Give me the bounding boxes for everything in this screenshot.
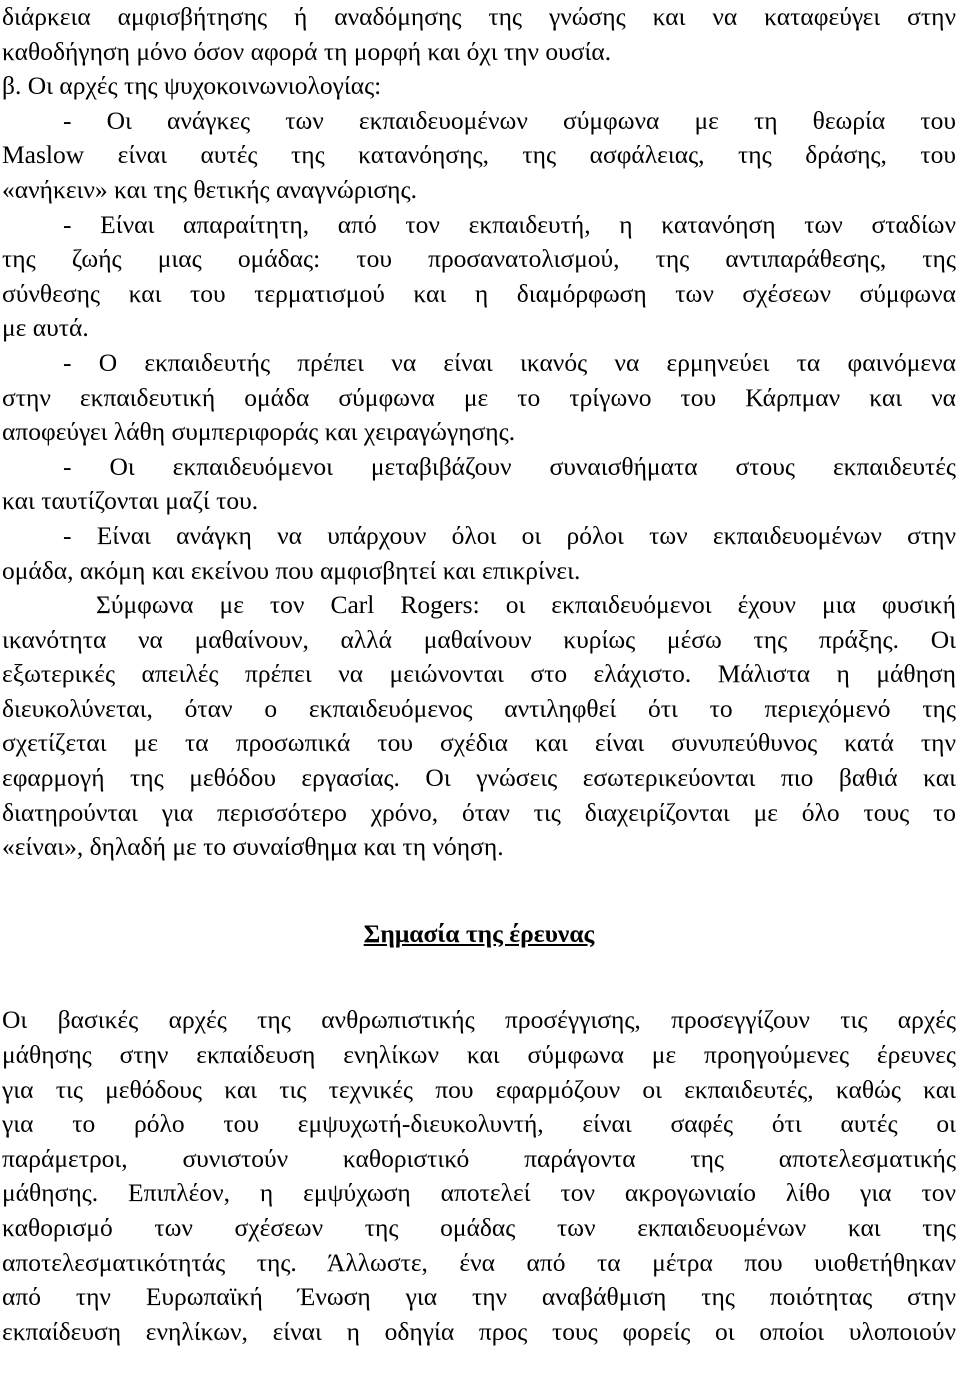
text-line: διατηρούνται για περισσότερο χρόνο, όταν τις διαχειρίζονται με όλο τους το	[2, 797, 956, 827]
text-line: Σύμφωνα με τον Carl Rogers: οι εκπαιδευόμενοι έχουν μια φυσική	[96, 590, 956, 620]
text-line: για το ρόλο του εμψυχωτή-διευκολυντή, είναι σαφές ότι αυτές οι	[2, 1109, 956, 1139]
spacer	[2, 951, 956, 1003]
text-line: εφαρμογή της μεθόδου εργασίας. Οι γνώσεις εσωτερικεύονται πιο βαθιά και	[2, 763, 956, 793]
text-line: καθορισμό των σχέσεων της ομάδας των εκπαιδευομένων και της	[2, 1213, 956, 1242]
text-line: για τις μεθόδους και τις τεχνικές που εφαρμόζουν οι εκπαιδευτές, καθώς και	[2, 1074, 956, 1104]
text-line: - Οι ανάγκες των εκπαιδευομένων σύμφωνα με τη θεωρία του	[63, 105, 956, 135]
text-line: «ανήκειν» και της θετικής αναγνώρισης.	[2, 174, 417, 204]
text-line: - Ο εκπαιδευτής πρέπει να είναι ικανός να ερμηνεύει τα φαινόμενα	[63, 347, 956, 377]
text-line: της ζωής μιας ομάδας: του προσανατολισμού, της αντιπαράθεσης, της	[2, 244, 956, 274]
text-line: β. Οι αρχές της ψυχοκοινωνιολογίας:	[2, 71, 382, 101]
text-line: ομάδα, ακόμη και εκείνου που αμφισβητεί και επικρίνει.	[2, 555, 581, 585]
text-line: μάθησης στην εκπαίδευση ενηλίκων και σύμφωνα με προηγούμενες έρευνες	[2, 1040, 956, 1070]
text-line: από την Ευρωπαϊκή Ένωση για την αναβάθμιση της ποιότητας στην	[2, 1282, 956, 1312]
text-line: «είναι», δηλαδή με το συναίσθημα και τη νόηση.	[2, 832, 504, 862]
text-line: σύνθεσης και του τερματισμού και η διαμόρφωση των σχέσεων σύμφωνα	[2, 278, 956, 308]
text-line: εξωτερικές απειλές πρέπει να μειώνονται στο ελάχιστο. Μάλιστα η μάθηση	[2, 659, 956, 689]
text-line: διάρκεια αμφισβήτησης ή αναδόμησης της γνώσης και να καταφεύγει στην	[2, 2, 956, 31]
text-line: Οι βασικές αρχές της ανθρωπιστικής προσέγγισης, προσεγγίζουν τις αρχές	[2, 1005, 956, 1035]
text-line: Maslow είναι αυτές της κατανόησης, της ασφάλειας, της δράσης, του	[2, 140, 956, 170]
text-line: - Είναι απαραίτητη, από τον εκπαιδευτή, η κατανόηση των σταδίων	[63, 209, 956, 239]
body-text-block-2	[2, 1003, 956, 1349]
text-line: διευκολύνεται, όταν ο εκπαιδευόμενος αντιληφθεί ότι το περιεχόμενό της	[2, 693, 956, 723]
spacer	[2, 865, 956, 917]
text-line: παράμετροι, συνιστούν καθοριστικό παράγοντα της αποτελεσματικής	[2, 1143, 956, 1173]
text-line: μάθησης. Επιπλέον, η εμψύχωση αποτελεί τον ακρογωνιαίο λίθο για τον	[2, 1178, 956, 1208]
document-page	[2, 0, 956, 1349]
text-line: - Οι εκπαιδευόμενοι μεταβιβάζουν συναισθήματα στους εκπαιδευτές	[63, 451, 956, 481]
text-line: καθοδήγηση μόνο όσον αφορά τη μορφή και όχι την ουσία.	[2, 36, 612, 66]
text-line: ικανότητα να μαθαίνουν, αλλά μαθαίνουν κυρίως μέσω της πράξης. Οι	[2, 624, 956, 654]
text-line: εκπαίδευση ενηλίκων, είναι η οδηγία προς τους φορείς οι οποίοι υλοποιούν	[2, 1316, 956, 1346]
text-line: στην εκπαιδευτική ομάδα σύμφωνα με το τρίγωνο του Κάρπμαν και να	[2, 382, 956, 412]
text-line: σχετίζεται με τα προσωπικά του σχέδια και είναι συνυπεύθυνος κατά την	[2, 728, 956, 758]
text-line: αποτελεσματικότητάς της. Άλλωστε, ένα από τα μέτρα που υιοθετήθηκαν	[2, 1247, 956, 1277]
body-text-block-1	[2, 0, 956, 865]
text-line: αποφεύγει λάθη συμπεριφοράς και χειραγώγησης.	[2, 417, 516, 447]
text-line: με αυτά.	[2, 313, 89, 343]
section-heading: Σημασία της έρευνας	[363, 918, 595, 948]
text-line: και ταυτίζονται μαζί του.	[2, 486, 259, 516]
text-line: - Είναι ανάγκη να υπάρχουν όλοι οι ρόλοι των εκπαιδευομένων στην	[63, 520, 956, 550]
